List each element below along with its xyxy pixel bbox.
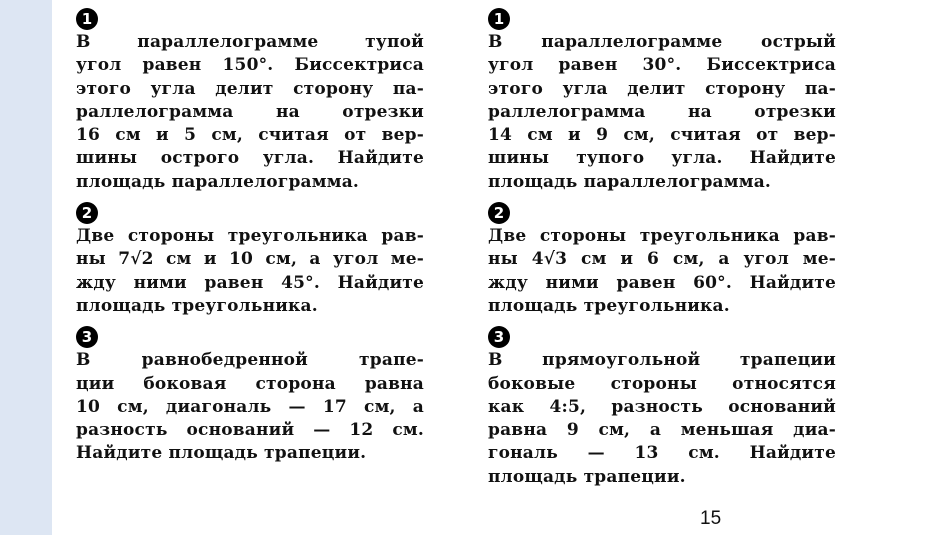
problem-text-line: 16 см и 5 см, считая от вер- bbox=[76, 125, 424, 146]
page-number: 15 bbox=[700, 508, 722, 529]
problem-text-line: ны 7√2 см и 10 см, а угол ме- bbox=[76, 249, 424, 270]
problem-text-line: жду ними равен 60°. Найдите bbox=[488, 272, 836, 293]
problem-number-badge: 3 bbox=[488, 326, 510, 348]
problem-text-line: равна 9 см, а меньшая диа- bbox=[488, 420, 836, 441]
problem-text-line: В прямоугольной трапеции bbox=[488, 350, 836, 371]
problem-number-badge: 1 bbox=[488, 8, 510, 30]
problem-text-line: раллелограмма на отрезки bbox=[488, 101, 836, 122]
problem-text-line: площадь треугольника. bbox=[76, 295, 318, 316]
problem-text-line: Две стороны треугольника рав- bbox=[76, 226, 424, 247]
problem-1 bbox=[76, 8, 424, 194]
problem-number-badge: 2 bbox=[488, 202, 510, 224]
problem-text-line: угол равен 150°. Биссектриса bbox=[76, 55, 424, 76]
problem-3 bbox=[488, 326, 836, 489]
problem-2 bbox=[488, 202, 836, 318]
problem-text-line: площадь треугольника. bbox=[488, 295, 730, 316]
problem-text-line: этого угла делит сторону па- bbox=[76, 78, 424, 99]
problem-number-badge: 1 bbox=[76, 8, 98, 30]
right-column bbox=[488, 8, 836, 497]
problem-text-line: ны 4√3 см и 6 см, а угол ме- bbox=[488, 249, 836, 270]
problem-text-line: 14 см и 9 см, считая от вер- bbox=[488, 125, 836, 146]
problem-text-line: жду ними равен 45°. Найдите bbox=[76, 272, 424, 293]
problem-text-line: площадь параллелограмма. bbox=[488, 171, 772, 192]
problem-1 bbox=[488, 8, 836, 194]
slide-left-margin bbox=[0, 0, 52, 535]
problem-3 bbox=[76, 326, 424, 465]
problem-text-line: как 4:5, разность оснований bbox=[488, 396, 836, 417]
problem-text-line: В равнобедренной трапе- bbox=[76, 350, 424, 371]
problem-text-line: раллелограмма на отрезки bbox=[76, 101, 424, 122]
problem-text-line: 10 см, диагональ — 17 см, а bbox=[76, 396, 424, 417]
problem-text-line: В параллелограмме острый bbox=[488, 32, 836, 52]
problem-text-line: этого угла делит сторону па- bbox=[488, 78, 836, 99]
problem-text-line: разность оснований — 12 см. bbox=[76, 420, 424, 441]
problem-text-line: Две стороны треугольника рав- bbox=[488, 226, 836, 247]
left-column bbox=[76, 8, 424, 474]
problem-text-line: площадь трапеции. bbox=[488, 466, 686, 487]
problem-text-line: Найдите площадь трапеции. bbox=[76, 443, 367, 464]
problem-text-line: ции боковая сторона равна bbox=[76, 373, 424, 394]
problem-number-badge: 3 bbox=[76, 326, 98, 348]
problem-text-line: шины острого угла. Найдите bbox=[76, 148, 424, 169]
problem-text-line: гональ — 13 см. Найдите bbox=[488, 443, 836, 464]
problem-text-line: В параллелограмме тупой bbox=[76, 32, 424, 52]
problem-text-line: шины тупого угла. Найдите bbox=[488, 148, 836, 169]
problem-text-line: угол равен 30°. Биссектриса bbox=[488, 55, 836, 76]
problem-number-badge: 2 bbox=[76, 202, 98, 224]
problem-text-line: боковые стороны относятся bbox=[488, 373, 836, 394]
textbook-page bbox=[52, 0, 950, 508]
problem-2 bbox=[76, 202, 424, 318]
problem-text-line: площадь параллелограмма. bbox=[76, 171, 360, 192]
